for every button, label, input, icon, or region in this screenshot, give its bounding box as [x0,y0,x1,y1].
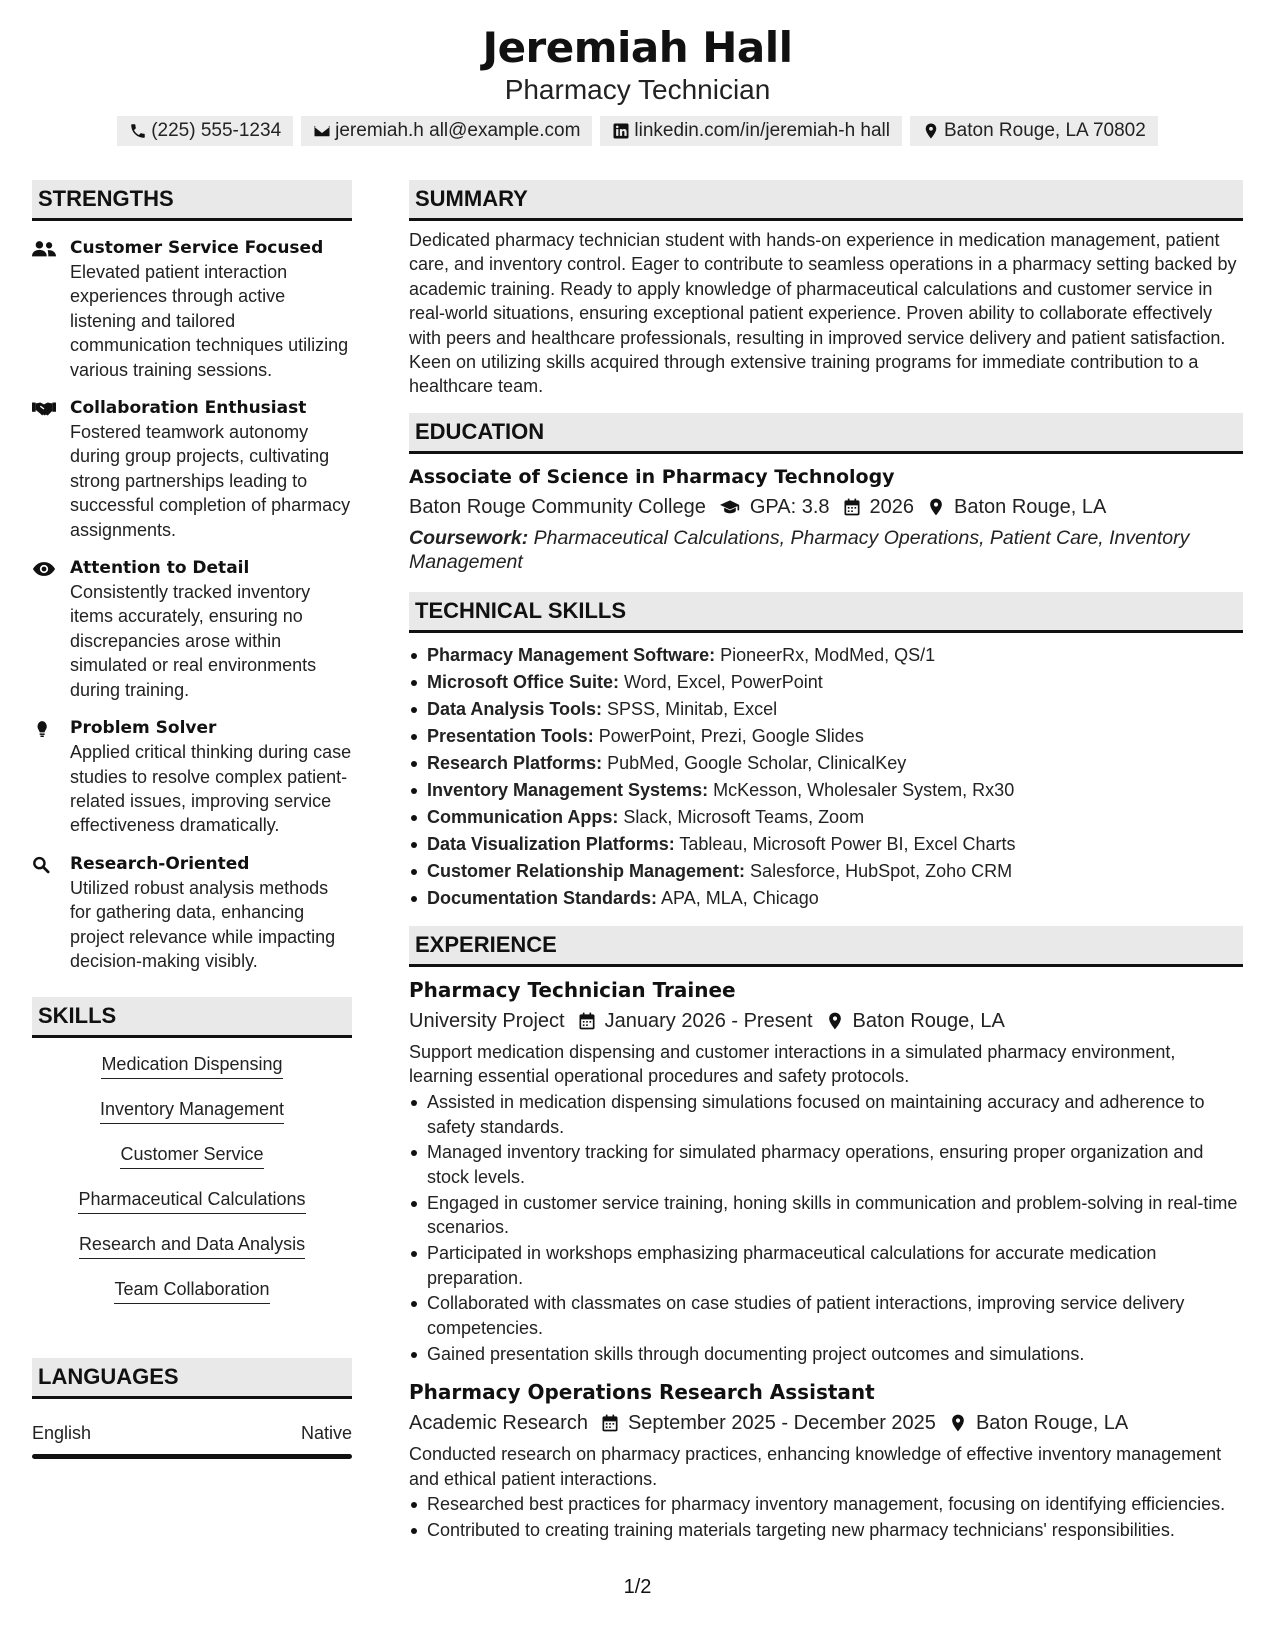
job-location: Baton Rouge, LA [852,1009,1005,1032]
search-icon [32,856,56,874]
strength-description: Fostered teamwork autonomy during group projects, cultivating strong partnerships leading to successful completion of pharmacy assignments. [70,422,351,540]
contact-phone-text: (225) 555-1234 [151,120,282,141]
languages-heading: LANGUAGES [32,1358,352,1399]
list-item: Data Analysis Tools: SPSS, Minitab, Excel [409,696,1243,723]
graduation-cap-icon [718,497,742,517]
list-item: Presentation Tools: PowerPoint, Prezi, Google Slides [409,723,1243,750]
skill-tag: Team Collaboration [114,1277,269,1304]
skills-heading: SKILLS [32,997,352,1038]
contact-bar [0,116,1275,146]
list-item: Communication Apps: Slack, Microsoft Teams, Zoom [409,804,1243,831]
language-row [32,1423,352,1444]
list-item: Data Visualization Platforms: Tableau, Microsoft Power BI, Excel Charts [409,831,1243,858]
job-location: Baton Rouge, LA [975,1412,1129,1435]
calendar-icon [600,1413,620,1433]
strengths-heading: STRENGTHS [32,180,352,221]
education-heading: EDUCATION [409,413,1243,454]
strength-item [32,852,352,974]
strength-title: Problem Solver [70,718,217,739]
list-item: Contributed to creating training materials targeting new pharmacy technicians' responsibilities. [409,1518,1243,1542]
skills-list [32,1052,352,1322]
list-item: Managed inventory tracking for simulated pharmacy operations, ensuring proper organization and stock levels. [409,1140,1243,1189]
job-bullets [409,1492,1243,1542]
right-column [409,180,1243,1543]
education-school: Baton Rouge Community College [409,495,706,518]
technical-skills-list [409,642,1243,912]
contact-email-text: jeremiah.h all@example.com [335,120,581,141]
job-title: Pharmacy Technician Trainee [409,977,736,1002]
eye-icon [32,560,56,578]
list-item: Customer Relationship Management: Salesforce, HubSpot, Zoho CRM [409,858,1243,885]
strength-description: Applied critical thinking during case studies to resolve complex patient-related issues, improving service effectiveness dramatically. [70,742,352,836]
skill-tag: Pharmaceutical Calculations [78,1187,305,1214]
education-meta [409,492,1243,522]
list-item: Inventory Management Systems: McKesson, Wholesaler System, Rx30 [409,777,1243,804]
job-dates: January 2026 - Present [604,1009,813,1032]
education-year: 2026 [869,495,914,518]
contact-linkedin[interactable] [600,116,902,146]
job-meta [409,1408,1243,1438]
contact-location-text: Baton Rouge, LA 70802 [944,120,1146,141]
candidate-title: Pharmacy Technician [504,74,771,105]
list-item: Microsoft Office Suite: Word, Excel, PowerPoint [409,669,1243,696]
strength-item [32,396,352,542]
summary-heading: SUMMARY [409,180,1243,221]
list-item: Engaged in customer service training, honing skills in communication and problem-solving in real-time scenarios. [409,1191,1243,1240]
coursework-label: Coursework: [409,526,529,549]
phone-icon [129,122,147,140]
strength-title: Customer Service Focused [70,238,324,258]
skill-tag: Medication Dispensing [101,1052,282,1079]
strength-item [32,236,352,382]
job-bullets [409,1090,1243,1366]
candidate-name: Jeremiah Hall [482,23,793,72]
job-title: Pharmacy Operations Research Assistant [409,1380,875,1405]
contact-location [910,116,1158,146]
strength-description: Consistently tracked inventory items accurately, ensuring no discrepancies arose within simulated or real environments during training. [70,582,317,700]
job-organization: Academic Research [409,1412,588,1435]
list-item: Assisted in medication dispensing simulations focused on maintaining accuracy and adherence to safety standards. [409,1090,1243,1139]
job-organization: University Project [409,1009,565,1032]
education-gpa: GPA: 3.8 [749,495,830,518]
strength-description: Elevated patient interaction experiences through active listening and tailored communication techniques utilizing various training sessions. [70,262,349,380]
list-item: Gained presentation skills through documenting project outcomes and simulations. [409,1342,1243,1366]
list-item: Collaborated with classmates on case studies of patient interactions, improving service delivery competencies. [409,1291,1243,1340]
technical-skills-heading: TECHNICAL SKILLS [409,592,1243,633]
map-marker-icon [926,497,946,517]
list-item: Researched best practices for pharmacy inventory management, focusing on identifying efficiencies. [409,1492,1243,1516]
map-marker-icon [922,122,940,140]
job-meta [409,1006,1243,1036]
contact-email[interactable] [301,116,592,146]
language-level: Native [300,1423,352,1444]
experience-heading: EXPERIENCE [409,926,1243,967]
experience-entry [409,1378,1243,1543]
strength-title: Collaboration Enthusiast [70,398,307,419]
calendar-icon [577,1011,597,1031]
lightbulb-icon [32,720,56,738]
language-name: English [32,1423,92,1444]
strength-item [32,556,352,702]
contact-linkedin-text: linkedin.com/in/jeremiah-h hall [634,120,890,141]
strength-item [32,716,352,838]
map-marker-icon [948,1413,968,1433]
coursework-list: Pharmaceutical Calculations, Pharmacy Operations, Patient Care, Inventory Management [409,526,1190,573]
strength-title: Attention to Detail [70,558,250,579]
job-dates: September 2025 - December 2025 [627,1412,936,1435]
strength-description: Utilized robust analysis methods for gathering data, enhancing project relevance while impacting decision-making visibly. [70,877,336,971]
handshake-icon [32,400,56,418]
strength-title: Research-Oriented [70,853,250,874]
list-item: Pharmacy Management Software: PioneerRx, ModMed, QS/1 [409,642,1243,669]
language-level-bar [32,1454,352,1459]
skill-tag: Research and Data Analysis [79,1232,305,1259]
contact-phone[interactable] [117,116,293,146]
experience-entry [409,976,1243,1366]
list-item: Documentation Standards: APA, MLA, Chicago [409,885,1243,912]
page-number: 1/2 [623,1576,652,1598]
skill-tag: Inventory Management [100,1097,284,1124]
resume-header [0,22,1275,146]
list-item: Research Platforms: PubMed, Google Scholar, ClinicalKey [409,750,1243,777]
left-column [32,180,352,1459]
users-icon [32,240,56,258]
map-marker-icon [825,1011,845,1031]
summary-text: Dedicated pharmacy technician student with hands-on experience in medication management, patient care, and inventory control. Eager to contribute to seamless operations in a pharmacy setting backed by academic training. Ready to apply knowledge of pharmaceutical calculations and customer service in real-world situations, ensuring exceptional patient experience. Proven ability to collaborate effectively with peers and healthcare professionals, resulting in improved service delivery and patient satisfaction. Keen on utilizing skills acquired through extensive training programs for immediate contribution to a healthcare team. [409,230,1237,397]
list-item: Participated in workshops emphasizing pharmaceutical calculations for accurate medication preparation. [409,1241,1243,1290]
job-description: Support medication dispensing and customer interactions in a simulated pharmacy environment, learning essential operational procedures and safety protocols. [409,1041,1176,1087]
job-description: Conducted research on pharmacy practices, enhancing knowledge of effective inventory management and ethical patient interactions. [409,1444,1222,1489]
calendar-icon [842,497,862,517]
education-degree: Associate of Science in Pharmacy Technology [409,465,895,488]
education-coursework [409,526,1243,574]
education-location: Baton Rouge, LA [954,495,1107,518]
linkedin-icon [612,122,630,140]
skill-tag: Customer Service [120,1142,263,1169]
envelope-icon [313,122,331,140]
